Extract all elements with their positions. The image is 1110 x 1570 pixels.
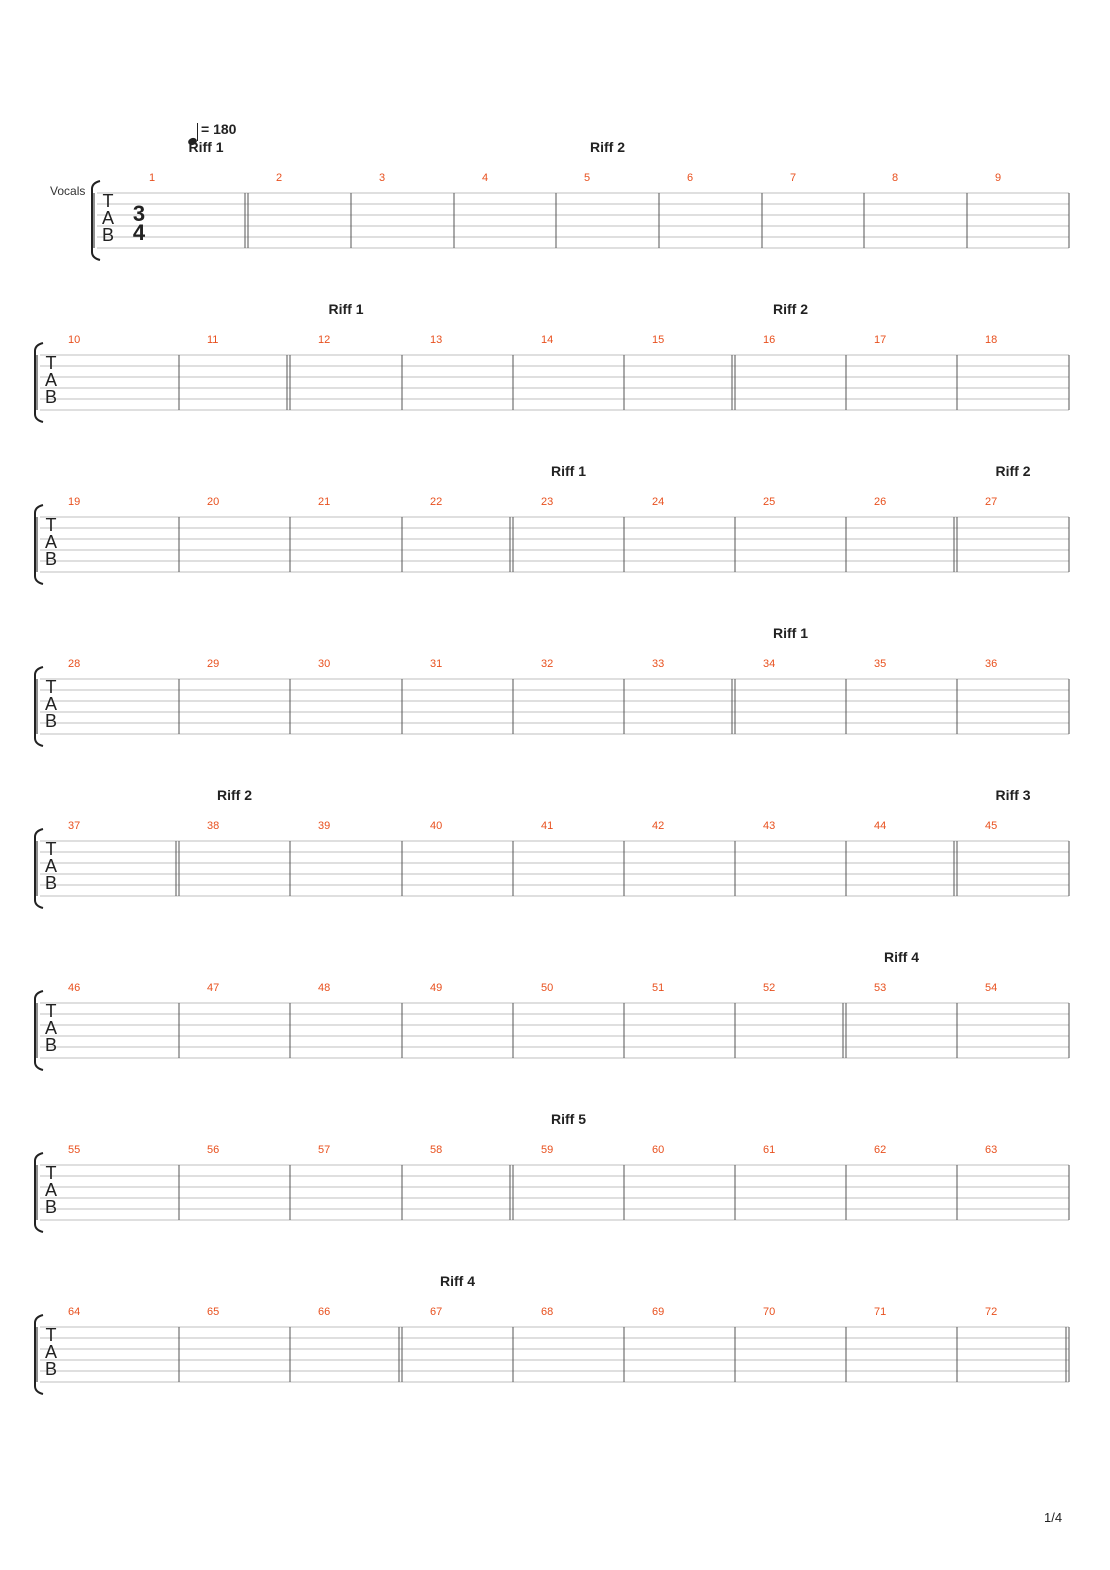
section-label: Riff 1 [188, 139, 224, 155]
tab-clef-letter: B [44, 711, 58, 731]
tab-clef-letter: T [45, 839, 57, 859]
measure-number: 41 [541, 820, 554, 832]
measure-number: 26 [874, 496, 887, 508]
measure-number: 10 [68, 334, 81, 346]
measure-number: 11 [207, 334, 219, 346]
tab-clef-letter: A [44, 1342, 58, 1362]
measure-number: 50 [541, 982, 554, 994]
measure-number: 44 [874, 820, 887, 832]
section-label: Riff 3 [995, 787, 1031, 803]
measure-number: 16 [763, 334, 776, 346]
measure-number: 17 [874, 334, 887, 346]
measure-number: 15 [652, 334, 665, 346]
tab-clef-letter: A [44, 1018, 58, 1038]
measure-number: 45 [985, 820, 998, 832]
measure-number: 49 [430, 982, 443, 994]
measure-number: 34 [763, 658, 776, 670]
tab-clef-letter: T [45, 1325, 57, 1345]
tab-clef-letter: T [45, 1001, 57, 1021]
measure-number: 62 [874, 1144, 887, 1156]
measure-number: 2 [276, 172, 283, 184]
measure-number: 19 [68, 496, 81, 508]
section-label: Riff 2 [590, 139, 625, 155]
measure-number: 40 [430, 820, 443, 832]
page-number: 1/4 [1044, 1510, 1063, 1525]
measure-number: 56 [207, 1144, 220, 1156]
time-signature-bottom: 4 [132, 220, 146, 245]
tab-clef-letter: B [44, 1035, 58, 1055]
measure-number: 25 [763, 496, 776, 508]
measure-number: 29 [207, 658, 220, 670]
measure-number: 57 [318, 1144, 331, 1156]
tab-clef-letter: T [45, 1163, 57, 1183]
measure-number: 39 [318, 820, 331, 832]
measure-number: 55 [68, 1144, 81, 1156]
measure-number: 32 [541, 658, 554, 670]
measure-number: 30 [318, 658, 331, 670]
measure-number: 27 [985, 496, 998, 508]
tab-clef-letter: T [45, 515, 57, 535]
measure-number: 43 [763, 820, 776, 832]
section-label: Riff 2 [995, 463, 1031, 479]
tab-system [35, 625, 1069, 746]
measure-number: 58 [430, 1144, 443, 1156]
measure-number: 33 [652, 658, 665, 670]
measure-number: 66 [318, 1306, 331, 1318]
measure-number: 4 [482, 172, 489, 184]
measure-number: 28 [68, 658, 81, 670]
tab-clef-letter: B [44, 1359, 58, 1379]
measure-number: 59 [541, 1144, 554, 1156]
measure-number: 68 [541, 1306, 554, 1318]
time-signature-top: 3 [132, 201, 146, 226]
measure-number: 42 [652, 820, 665, 832]
measure-number: 14 [541, 334, 554, 346]
section-label: Riff 4 [884, 949, 919, 965]
section-label: Riff 2 [773, 301, 808, 317]
measure-number: 47 [207, 982, 220, 994]
measure-number: 51 [652, 982, 665, 994]
tab-clef-letter: A [44, 856, 58, 876]
track-name: Vocals [50, 184, 86, 198]
measure-number: 21 [318, 496, 331, 508]
tab-clef-letter: T [102, 191, 114, 211]
measure-number: 71 [874, 1306, 887, 1318]
tab-clef-letter: B [44, 873, 58, 893]
measure-number: 6 [687, 172, 694, 184]
measure-number: 20 [207, 496, 220, 508]
section-label: Riff 2 [217, 787, 252, 803]
measure-number: 12 [318, 334, 331, 346]
tab-clef-letter: A [44, 694, 58, 714]
tab-system [35, 301, 1069, 422]
tab-clef-letter: A [44, 1180, 58, 1200]
measure-number: 61 [763, 1144, 776, 1156]
tab-clef-letter: A [44, 370, 58, 390]
tab-system [35, 1111, 1069, 1232]
measure-number: 64 [68, 1306, 81, 1318]
measure-number: 72 [985, 1306, 998, 1318]
tab-clef-letter: B [44, 1197, 58, 1217]
section-label: Riff 1 [551, 463, 586, 479]
measure-number: 31 [430, 658, 443, 670]
section-label: Riff 1 [773, 625, 808, 641]
measure-number: 23 [541, 496, 554, 508]
measure-number: 60 [652, 1144, 665, 1156]
tab-clef-letter: B [101, 225, 115, 245]
measure-number: 54 [985, 982, 998, 994]
measure-number: 5 [584, 172, 591, 184]
measure-number: 63 [985, 1144, 998, 1156]
tab-clef-letter: B [44, 387, 58, 407]
measure-number: 69 [652, 1306, 665, 1318]
measure-number: 24 [652, 496, 665, 508]
measure-number: 70 [763, 1306, 776, 1318]
tab-system [35, 463, 1069, 584]
section-label: Riff 1 [328, 301, 364, 317]
tab-system [92, 139, 1069, 260]
measure-number: 13 [430, 334, 443, 346]
tab-system [35, 787, 1069, 908]
measure-number: 1 [149, 172, 156, 184]
tab-clef-letter: T [45, 677, 57, 697]
measure-number: 48 [318, 982, 331, 994]
measure-number: 35 [874, 658, 887, 670]
measure-number: 46 [68, 982, 81, 994]
measure-number: 65 [207, 1306, 220, 1318]
measure-number: 38 [207, 820, 220, 832]
measure-number: 37 [68, 820, 81, 832]
measure-number: 67 [430, 1306, 443, 1318]
tab-clef-letter: T [45, 353, 57, 373]
measure-number: 36 [985, 658, 998, 670]
measure-number: 52 [763, 982, 776, 994]
measure-number: 22 [430, 496, 443, 508]
tab-clef-letter: A [44, 532, 58, 552]
tab-system [35, 949, 1069, 1070]
measure-number: 3 [379, 172, 386, 184]
measure-number: 7 [790, 172, 797, 184]
section-label: Riff 5 [551, 1111, 586, 1127]
measure-number: 18 [985, 334, 998, 346]
measure-number: 9 [995, 172, 1002, 184]
tab-clef-letter: B [44, 549, 58, 569]
tab-clef-letter: A [101, 208, 115, 228]
measure-number: 53 [874, 982, 887, 994]
tab-system [35, 1273, 1069, 1394]
section-label: Riff 4 [440, 1273, 475, 1289]
tempo-value: = 180 [201, 121, 237, 137]
measure-number: 8 [892, 172, 899, 184]
